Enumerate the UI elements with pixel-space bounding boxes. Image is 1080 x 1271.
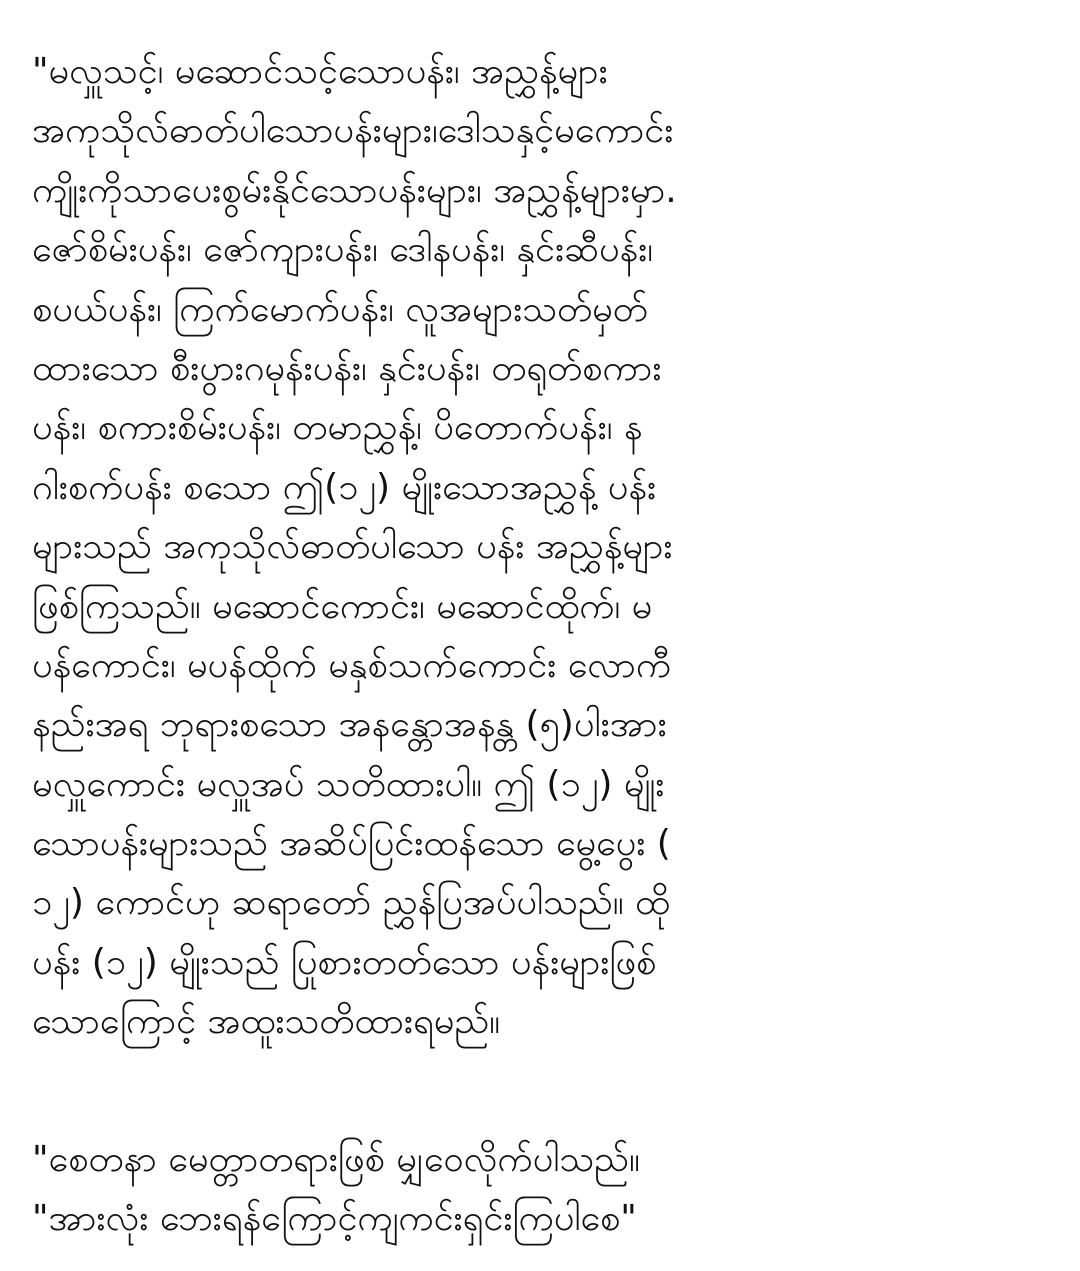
paragraph-line: ဂါးစက်ပန်း စသော ဤ(၁၂) မျိုးသောအညွှန့် ပန်း bbox=[32, 466, 657, 508]
paragraph-line: ပန်း (၁၂) မျိုးသည် ပြုစားတတ်သော ပန်းများဖြစ် bbox=[32, 941, 657, 983]
paragraph-line: မလှူကောင်း မလှူအပ် သတိထားပါ။ ဤ (၁၂) မျိုး bbox=[32, 763, 665, 805]
paragraph-line: "မလှူသင့်၊ မဆောင်သင့်သောပန်း၊ အညွှန့်များ bbox=[32, 51, 608, 92]
paragraph-line: သောကြောင့် အထူးသတိထားရမည်။ bbox=[32, 1001, 501, 1043]
paragraph-line: ထားသော စီးပွားဂမုန်းပန်း၊ နှင်းပန်း၊ တရုတ်စကား bbox=[32, 347, 662, 389]
paragraph-line: "အားလုံး ဘေးရန်ကြောင့်ကျကင်းရှင်းကြပါစေ" bbox=[32, 1198, 637, 1240]
paragraph-line: များသည် အကုသိုလ်ဓာတ်ပါသော ပန်း အညွှန့်များ bbox=[32, 526, 673, 568]
paragraph-line: ဇော်စိမ်းပန်း၊ ဇော်ကျားပန်း၊ ဒေါနပန်း၊ နှင်းဆီပန်း၊ bbox=[32, 229, 653, 271]
paragraph-line: စပယ်ပန်း၊ ကြက်မောက်ပန်း၊ လူအများသတ်မှတ် bbox=[32, 288, 648, 330]
paragraph-line: ကျိုးကိုသာပေးစွမ်းနိုင်သောပန်းများ၊ အညွှန့်များမှာ. bbox=[32, 169, 677, 211]
paragraph-line: ဖြစ်ကြသည်။ မဆောင်ကောင်း၊ မဆောင်ထိုက်၊ မ bbox=[32, 585, 653, 627]
paragraph-line: ပန်ကောင်း၊ မပန်ထိုက် မနှစ်သက်ကောင်း လောကီ bbox=[32, 644, 672, 686]
paragraph-line: ၁၂) ကောင်ဟု ဆရာတော် ညွှန်ပြအပ်ပါသည်။ ထို bbox=[32, 882, 670, 924]
post-paragraph-blessing bbox=[32, 1130, 1052, 1249]
paragraph-line: နည်းအရ ဘုရားစသော အနန္တောအနန္တ (၅)ပါးအား bbox=[32, 704, 667, 746]
paragraph-line: သောပန်းများသည် အဆိပ်ပြင်းထန်သော မွေ့ပွေး ( bbox=[32, 823, 671, 865]
post-paragraph-warning bbox=[32, 42, 1052, 1052]
paragraph-line: အကုသိုလ်ဓာတ်ပါသောပန်းများ၊ဒေါသနှင့်မကောင်း bbox=[32, 110, 674, 152]
paragraph-line: ပန်း၊ စကားစိမ်းပန်း၊ တမာညွှန့်၊ ပိတောက်ပန်း၊ န bbox=[32, 407, 643, 449]
paragraph-line: "စေတနာ မေတ္တာတရားဖြစ် မျှဝေလိုက်ပါသည်။ bbox=[32, 1139, 640, 1180]
